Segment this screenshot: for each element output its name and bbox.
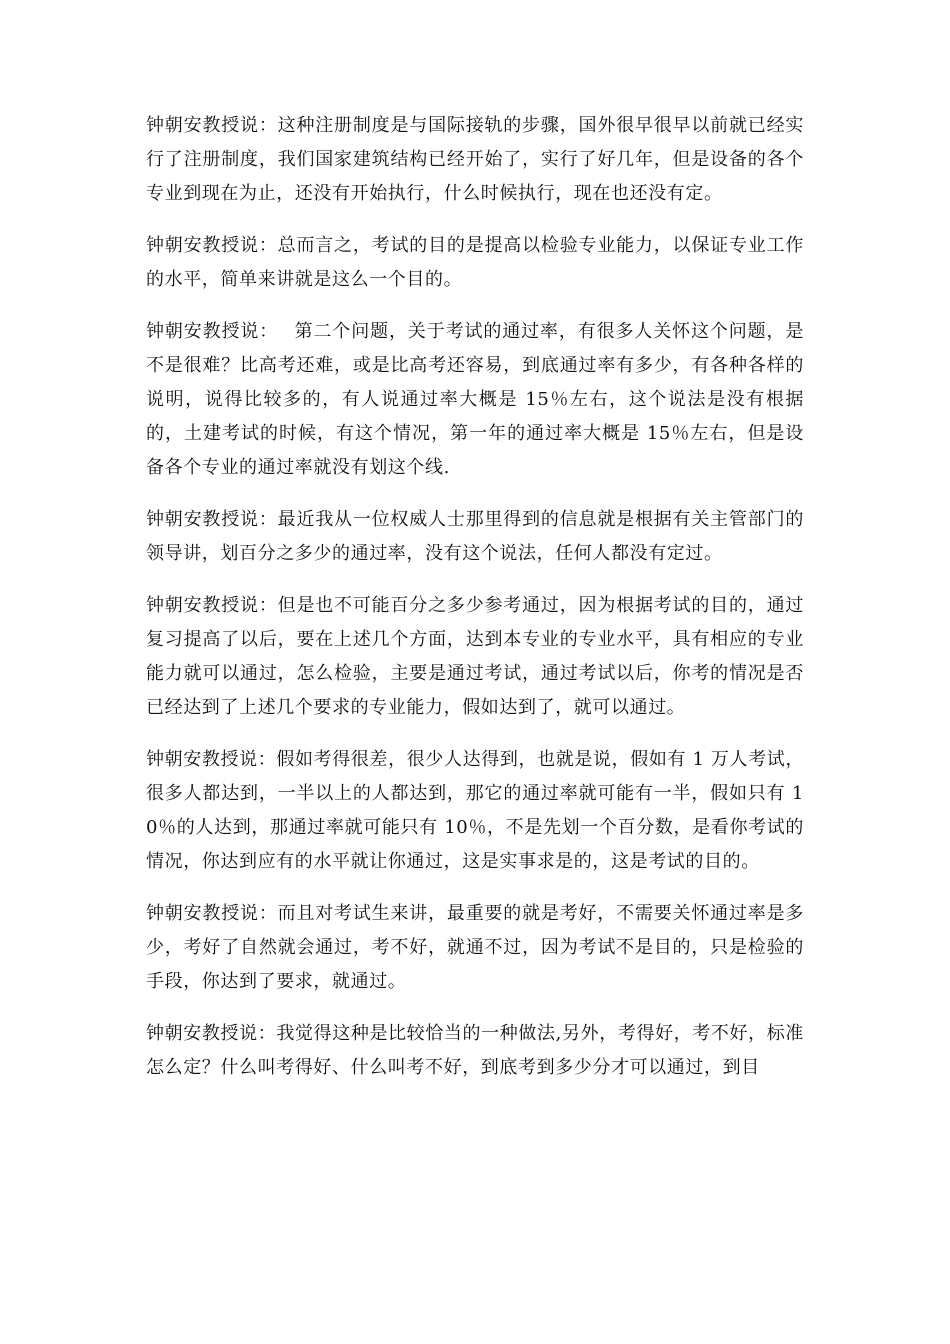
speaker-label: 钟朝安教授说： (146, 235, 278, 256)
paragraph-6 (146, 743, 804, 879)
paragraph-5 (146, 589, 804, 725)
paragraph-text: 第二个问题，关于考试的通过率，有很多人关怀这个问题，是不是很难？比高考还难，或是比高考还容易，到底通过率有多少，有各种各样的说明，说得比较多的，有人说通过率大概是 15％左右，这个说法是没有根据的，土建考试的时候，有这个情况，第一年的通过率大概是 15％左右，但是设备各个专业的通过率就没有划这个线. (146, 321, 804, 478)
paragraph-text: 而且对考试生来讲，最重要的就是考好，不需要关怀通过率是多少，考好了自然就会通过，考不好，就通不过，因为考试不是目的，只是检验的手段，你达到了要求，就通过。 (146, 903, 804, 992)
paragraph-text: 总而言之，考试的目的是提高以检验专业能力，以保证专业工作的水平，简单来讲就是这么一个目的。 (146, 235, 804, 290)
paragraph-3 (146, 315, 804, 485)
document-body (146, 109, 804, 1103)
paragraph-4 (146, 503, 804, 571)
paragraph-text: 假如考得很差，很少人达得到，也就是说，假如有 1 万人考试，很多人都达到，一半以上的人都达到，那它的通过率就可能有一半，假如只有 10％的人达到，那通过率就可能只有 10％，不是先划一个百分数，是看你考试的情况，你达到应有的水平就让你通过，这是实事求是的，这是考试的目的。 (146, 749, 804, 872)
paragraph-text: 我觉得这种是比较恰当的一种做法,另外，考得好，考不好，标准怎么定？什么叫考得好、什么叫考不好，到底考到多少分才可以通过，到目 (146, 1023, 804, 1078)
speaker-label: 钟朝安教授说： (146, 321, 270, 342)
paragraph-text: 但是也不可能百分之多少参考通过，因为根据考试的目的，通过复习提高了以后，要在上述几个方面，达到本专业的专业水平，具有相应的专业能力就可以通过，怎么检验，主要是通过考试，通过考试以后，你考的情况是否已经达到了上述几个要求的专业能力，假如达到了，就可以通过。 (146, 595, 804, 718)
paragraph-7 (146, 897, 804, 999)
paragraph-1 (146, 109, 804, 211)
speaker-label: 钟朝安教授说： (146, 1023, 277, 1044)
paragraph-text: 最近我从一位权威人士那里得到的信息就是根据有关主管部门的领导讲，划百分之多少的通过率，没有这个说法，任何人都没有定过。 (146, 509, 804, 564)
paragraph-text: 这种注册制度是与国际接轨的步骤，国外很早很早以前就已经实行了注册制度，我们国家建筑结构已经开始了，实行了好几年，但是设备的各个专业到现在为止，还没有开始执行，什么时候执行，现在也还没有定。 (146, 115, 804, 204)
speaker-label: 钟朝安教授说： (146, 749, 277, 770)
speaker-label: 钟朝安教授说： (146, 509, 278, 530)
speaker-label: 钟朝安教授说： (146, 115, 278, 136)
paragraph-8 (146, 1017, 804, 1085)
speaker-label: 钟朝安教授说： (146, 595, 278, 616)
paragraph-2 (146, 229, 804, 297)
speaker-label: 钟朝安教授说： (146, 903, 278, 924)
